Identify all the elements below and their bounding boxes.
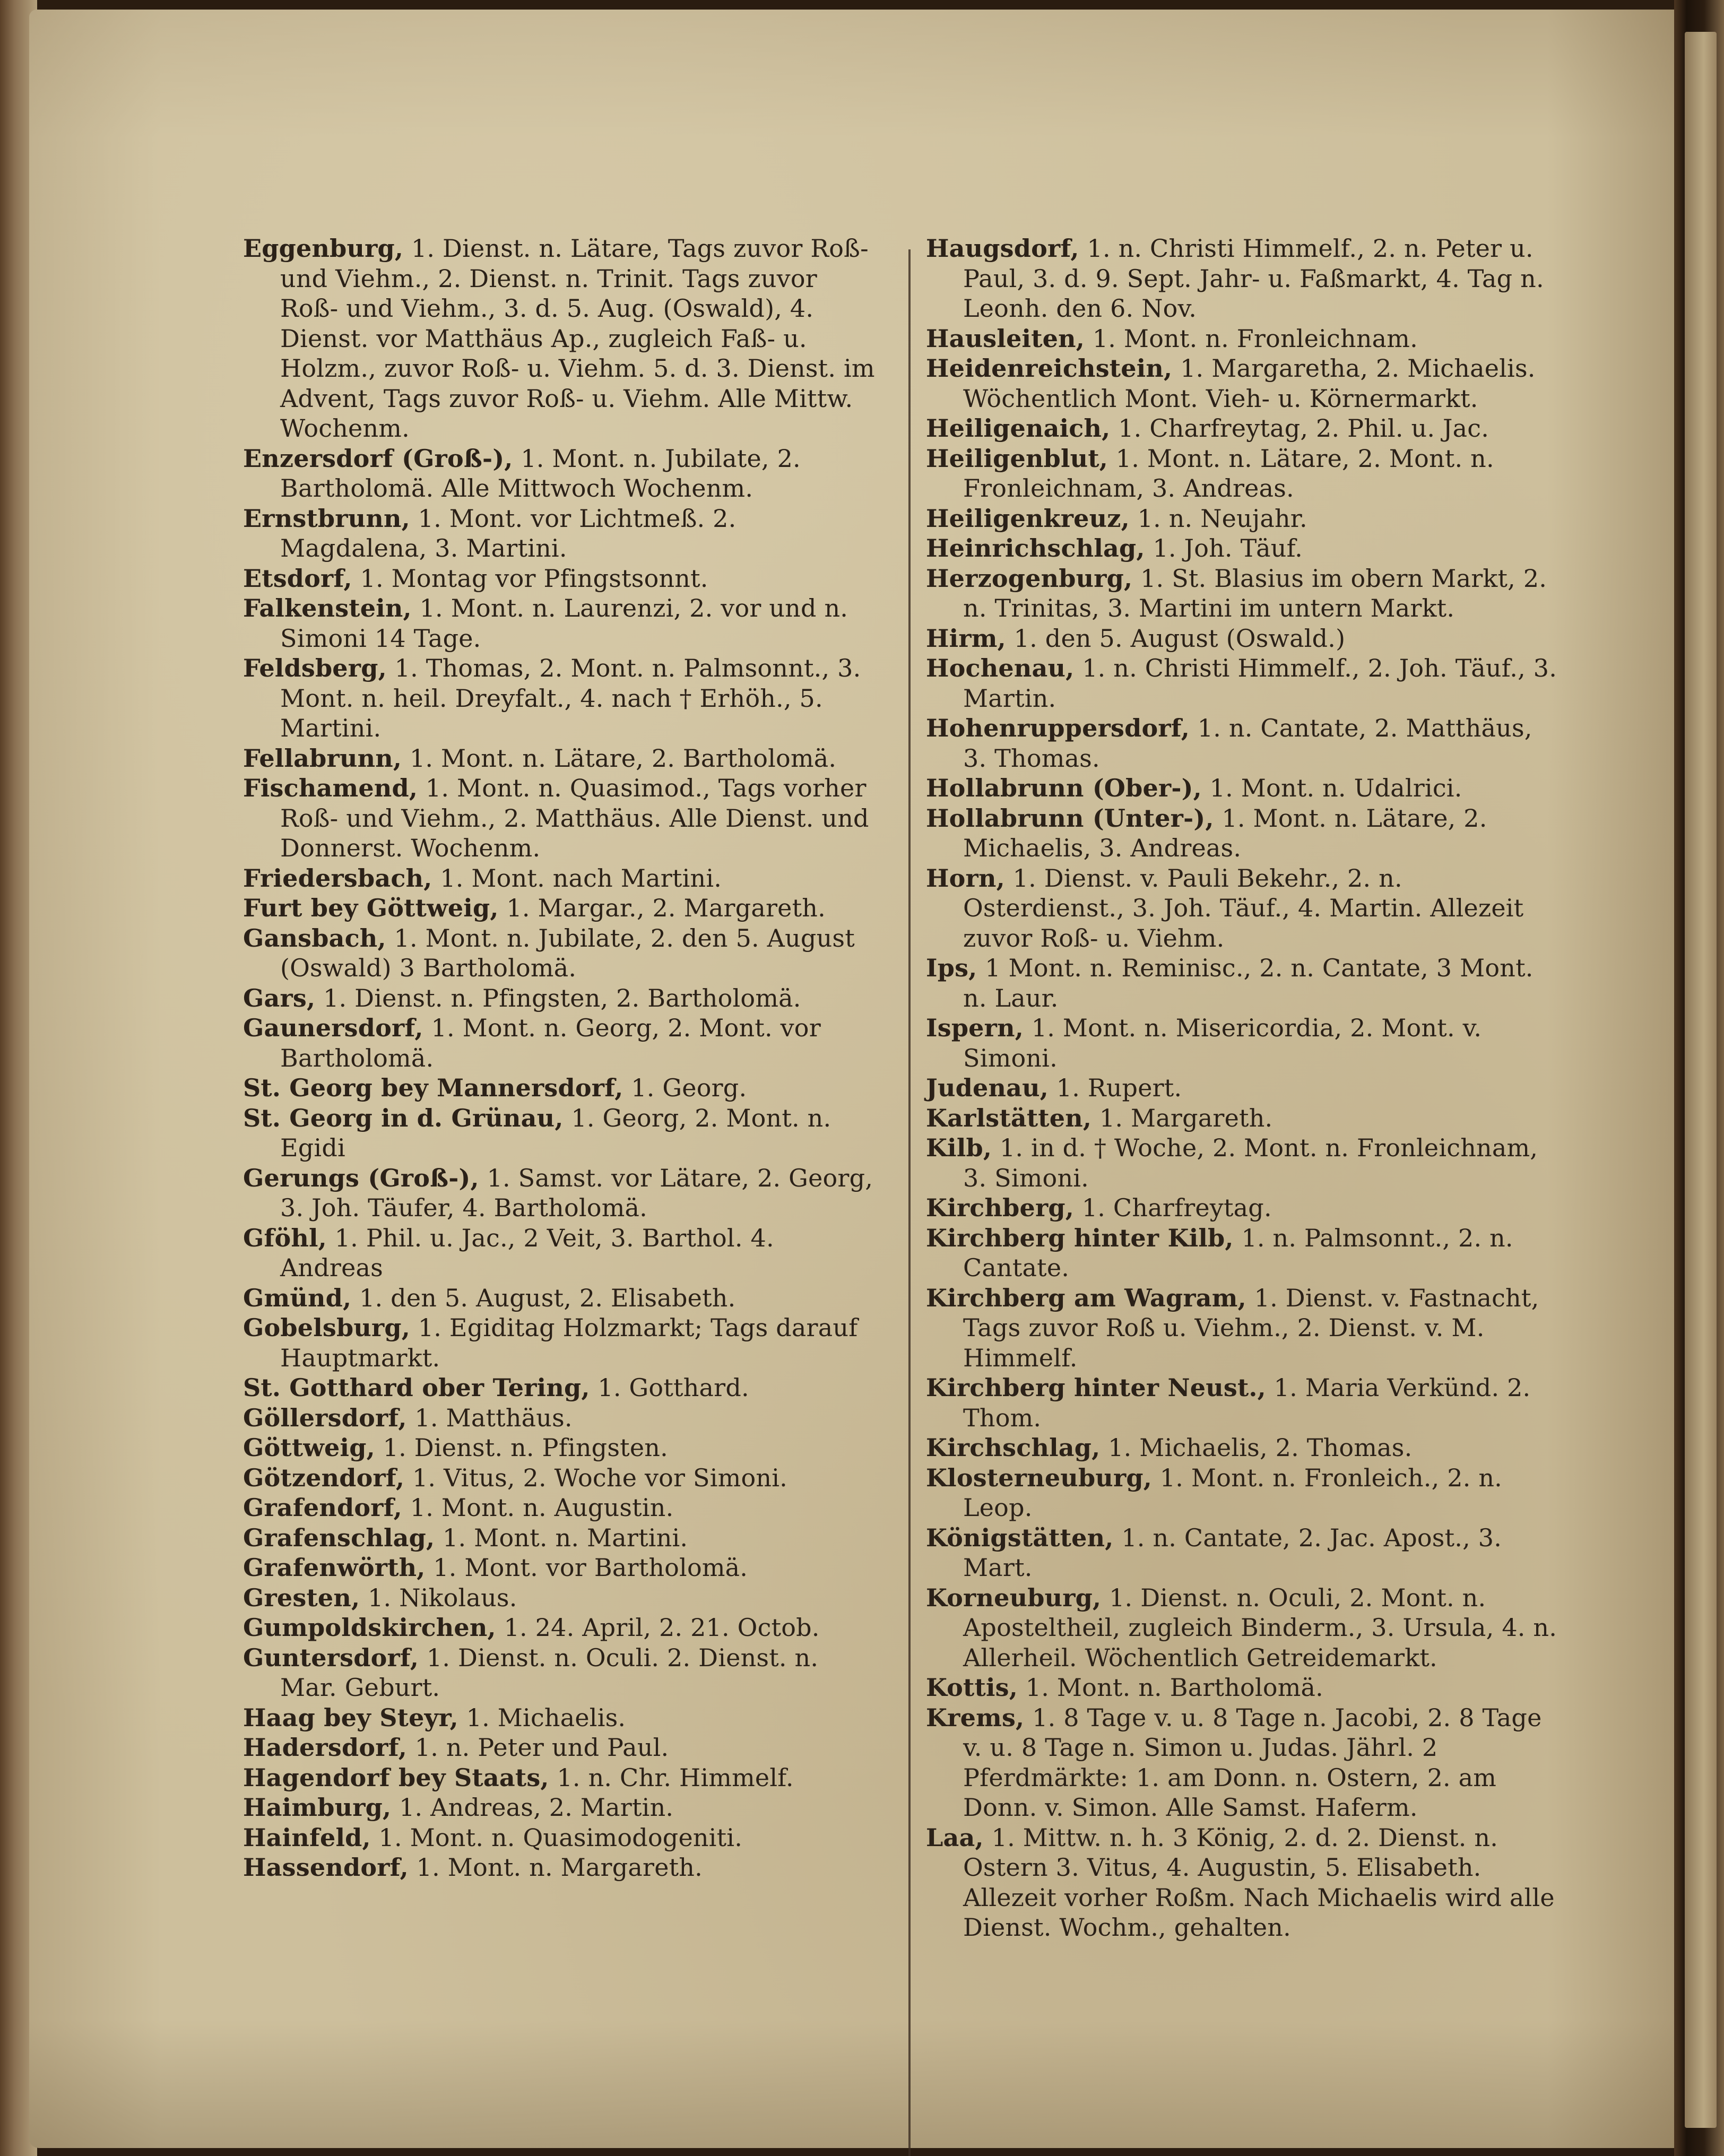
market-entry [926,413,1563,444]
place-name: Hadersdorf, [243,1733,407,1762]
place-name: Horn, [926,863,1005,893]
place-name: Klosterneuburg, [926,1463,1152,1492]
place-name: St. Georg bey Mannersdorf, [243,1073,623,1102]
market-dates: 1. in d. † Woche, 2. Mont. n. Fronleichnam, 3. Simoni. [963,1133,1538,1192]
market-entry [243,1553,877,1583]
place-name: Gumpoldskirchen, [243,1613,496,1642]
place-name: Herzogenburg, [926,564,1133,593]
market-entry [243,743,877,774]
market-dates: 1. Mont. n. Udalrici. [1201,774,1462,802]
market-entry [926,1583,1563,1673]
market-dates: 1. Mont. n. Quasimodogeniti. [370,1823,743,1852]
place-name: Guntersdorf, [243,1643,419,1672]
place-name: Kirchberg, [926,1193,1074,1222]
place-name: Krems, [926,1703,1025,1732]
market-entry [243,1163,877,1223]
market-entry [926,533,1563,564]
market-entry [243,893,877,923]
place-name: Fischamend, [243,774,418,802]
market-dates: 1. n. Christi Himmelf., 2. n. Peter u. Paul, 3. d. 9. Sept. Jahr- u. Faßmarkt, 4. Tag n. Leonh. den 6. Nov. [963,234,1544,323]
market-dates: 1. Mont. n. Fronleich., 2. n. Leop. [963,1463,1503,1522]
market-dates: 1. Dienst. n. Oculi, 2. Mont. n. Aposteltheil, zugleich Binderm., 3. Ursula, 4. n. Allerheil. Wöchentlich Getreidemarkt. [963,1583,1557,1672]
place-name: Eggenburg, [243,234,404,263]
place-name: Heiligenaich, [926,414,1111,443]
market-entry [243,1223,877,1283]
place-name: Gföhl, [243,1223,327,1252]
market-entry [243,1433,877,1463]
market-entry [926,1283,1563,1373]
market-entry [243,1463,877,1493]
place-name: Kirchberg hinter Kilb, [926,1223,1234,1252]
left-column [243,233,877,1883]
market-entry [243,983,877,1014]
market-dates: 1. n. Christi Himmelf., 2. Joh. Täuf., 3. Martin. [963,654,1557,713]
market-entry [243,564,877,594]
market-entry [926,1433,1563,1463]
place-name: Karlstätten, [926,1103,1092,1132]
market-dates: 1. Vitus, 2. Woche vor Simoni. [404,1463,787,1492]
market-entry [243,444,877,504]
market-dates: 1. Thomas, 2. Mont. n. Palmsonnt., 3. Mont. n. heil. Dreyfalt., 4. nach † Erhöh., 5. Martini. [280,654,861,742]
market-entry [243,1403,877,1433]
market-entry [926,803,1563,863]
place-name: Laa, [926,1823,984,1852]
place-name: Ispern, [926,1014,1024,1042]
market-dates: 1. n. Cantate, 2. Matthäus, 3. Thomas. [963,714,1532,773]
place-name: Etsdorf, [243,564,352,593]
market-dates: 1. Dienst. n. Lätare, Tags zuvor Roß- und Viehm., 2. Dienst. n. Trinit. Tags zuvor Roß- und Viehm., 3. d. 5. Aug. (Oswald), 4. Dienst. vor Matthäus Ap., zugleich Faß- u. Holzm., zuvor Roß- u. Viehm. 5. d. 3. Dienst. im Advent, Tags zuvor Roß- u. Viehm. Alle Mittw. Wochenm. [280,234,875,443]
market-entry [243,1733,877,1763]
market-dates: 1. Mont. n. Bartholomä. [1017,1673,1323,1702]
market-entry [243,1852,877,1883]
market-entry [926,863,1563,954]
market-entry [926,504,1563,534]
market-dates: 1. Charfreytag. [1074,1193,1272,1222]
market-entry [926,1223,1563,1283]
place-name: Judenau, [926,1073,1049,1102]
market-dates: 1. Mont. n. Misericordia, 2. Mont. v. Simoni. [963,1014,1482,1072]
market-dates: 1. Mont. n. Martini. [435,1523,688,1552]
place-name: Haag bey Steyr, [243,1703,458,1732]
market-dates: 1. Matthäus. [406,1403,573,1432]
place-name: Falkenstein, [243,594,412,622]
market-entry [243,1373,877,1403]
place-name: Gerungs (Groß-), [243,1163,479,1192]
market-dates: 1. den 5. August (Oswald.) [1006,624,1346,653]
place-name: Enzersdorf (Groß-), [243,444,513,473]
market-entry [926,1013,1563,1073]
place-name: Königstätten, [926,1523,1114,1552]
market-entry [243,1283,877,1313]
place-name: Feldsberg, [243,654,387,682]
market-dates: 1. Mont. n. Lätare, 2. Bartholomä. [402,743,837,773]
market-dates: 1. Mont. n. Quasimod., Tags vorher Roß- und Viehm., 2. Matthäus. Alle Dienst. und Donnerst. Wochenm. [280,774,869,862]
market-dates: 1. n. Peter und Paul. [406,1733,669,1762]
market-entry [926,1133,1563,1193]
market-dates: 1. Dienst. n. Oculi. 2. Dienst. n. Mar. Geburt. [280,1643,819,1702]
place-name: Hagendorf bey Staats, [243,1763,549,1792]
place-name: Hassendorf, [243,1853,409,1882]
market-dates: 1. Dienst. v. Pauli Bekehr., 2. n. Osterdienst., 3. Joh. Täuf., 4. Martin. Allezeit zuvor Roß- u. Viehm. [963,863,1524,953]
place-name: Hainfeld, [243,1823,371,1852]
market-dates: 1. n. Palmsonnt., 2. n. Cantate. [963,1223,1513,1282]
market-entry [243,1103,877,1163]
place-name: Kottis, [926,1673,1018,1702]
market-entry [243,1643,877,1703]
place-name: Grafenschlag, [243,1523,435,1552]
place-name: Hohenruppersdorf, [926,714,1190,742]
market-entry [243,773,877,863]
market-entry [926,1373,1563,1433]
market-dates: 1. Phil. u. Jac., 2 Veit, 3. Barthol. 4. Andreas [280,1223,774,1282]
market-dates: 1. Margareth. [1091,1103,1273,1132]
market-entry [926,1823,1563,1943]
market-entry [926,713,1563,773]
place-name: Heinrichschlag, [926,534,1145,562]
market-entry [243,653,877,743]
place-name: Gars, [243,983,316,1012]
market-dates: 1. Mont. n. Lätare, 2. Michaelis, 3. Andreas. [963,803,1487,862]
market-entry [243,1523,877,1553]
market-entry [243,504,877,564]
market-dates: 1. Mont. n. Margareth. [408,1853,703,1882]
market-dates: 1. Mont. n. Jubilate, 2. den 5. August (Oswald) 3 Bartholomä. [280,923,855,982]
market-dates: 1. n. Chr. Himmelf. [549,1763,794,1792]
place-name: Gansbach, [243,923,386,953]
market-entry [926,773,1563,803]
market-entry [243,1493,877,1523]
market-entry [243,1613,877,1643]
market-dates: 1. Mont. n. Augustin. [402,1493,674,1522]
place-name: Haimburg, [243,1793,392,1822]
market-entry [926,1103,1563,1133]
place-name: Kirchberg hinter Neust., [926,1373,1266,1402]
place-name: Heidenreichstein, [926,354,1173,383]
place-name: Gresten, [243,1583,360,1612]
market-entry [243,1073,877,1103]
place-name: St. Georg in d. Grünau, [243,1103,564,1132]
market-entry [926,324,1563,354]
next-page-edge [1685,32,1717,2128]
market-entry [243,863,877,894]
place-name: Hollabrunn (Ober-), [926,774,1202,802]
market-dates: 1. Egiditag Holzmarkt; Tags darauf Hauptmarkt. [280,1313,858,1372]
place-name: Furt bey Göttweig, [243,894,499,922]
market-dates: 1. Dienst. n. Pfingsten. [375,1433,668,1462]
market-entry [926,564,1563,624]
market-entry [926,353,1563,413]
market-dates: 1. Mont. vor Lichtmeß. 2. Magdalena, 3. Martini. [280,504,737,562]
place-name: Grafendorf, [243,1493,402,1522]
market-dates: 1. Mont. n. Lätare, 2. Mont. n. Fronleichnam, 3. Andreas. [963,444,1494,503]
market-dates: 1. Mittw. n. h. 3 König, 2. d. 2. Dienst. n. Ostern 3. Vitus, 4. Augustin, 5. Elisabeth. Allezeit vorher Roßm. Nach Michaelis wird alle Dienst. Wochm., gehalten. [963,1823,1555,1942]
market-dates: 1. Dienst. v. Fastnacht, Tags zuvor Roß u. Viehm., 2. Dienst. v. M. Himmelf. [963,1283,1539,1372]
market-dates: 1. Mont. nach Martini. [432,863,722,893]
market-dates: 1. den 5. August, 2. Elisabeth. [351,1283,736,1312]
market-dates: 1. Charfreytag, 2. Phil. u. Jac. [1110,414,1489,443]
place-name: Heiligenblut, [926,444,1108,473]
place-name: Friedersbach, [243,863,432,893]
market-entry [243,593,877,653]
market-dates: 1. Maria Verkünd. 2. Thom. [963,1373,1531,1432]
market-entry [243,1763,877,1793]
market-entry [926,1523,1563,1583]
place-name: Hirm, [926,624,1006,653]
place-name: Hausleiten, [926,324,1085,353]
market-dates: 1. n. Neujahr. [1129,504,1307,533]
market-dates: 1. Mont. vor Bartholomä. [425,1553,748,1582]
market-dates: 1. Joh. Täuf. [1145,534,1303,562]
market-dates: 1. Margar., 2. Margareth. [498,894,826,922]
market-dates: 1. Mont. n. Laurenzi, 2. vor und n. Simoni 14 Tage. [280,594,848,653]
place-name: Kirchberg am Wagram, [926,1283,1246,1312]
place-name: Hollabrunn (Unter-), [926,803,1214,833]
market-dates: 1. Dienst. n. Pfingsten, 2. Bartholomä. [315,983,801,1012]
market-entry [926,1463,1563,1523]
right-column [926,233,1563,1943]
place-name: Göllersdorf, [243,1403,407,1432]
place-name: Korneuburg, [926,1583,1102,1612]
place-name: Heiligenkreuz, [926,504,1130,533]
market-entry [926,953,1563,1013]
market-entry [243,1313,877,1373]
place-name: Götzendorf, [243,1463,405,1492]
market-dates: 1. Michaelis, 2. Thomas. [1100,1433,1413,1462]
place-name: Gobelsburg, [243,1313,410,1342]
market-entry [926,1073,1563,1103]
place-name: St. Gotthard ober Tering, [243,1373,590,1402]
market-dates: 1. Georg. [623,1073,747,1102]
market-dates: 1 Mont. n. Reminisc., 2. n. Cantate, 3 Mont. n. Laur. [963,954,1534,1012]
market-entry [243,1823,877,1853]
market-entry [926,1673,1563,1703]
market-dates: 1. n. Cantate, 2. Jac. Apost., 3. Mart. [963,1523,1502,1582]
market-entry [243,923,877,983]
market-entry [243,233,877,444]
market-entry [243,1703,877,1733]
market-entry [243,1793,877,1823]
place-name: Ernstbrunn, [243,504,410,533]
market-entry [926,444,1563,504]
market-dates: 1. Mont. n. Jubilate, 2. Bartholomä. Alle Mittwoch Wochenm. [280,444,801,503]
place-name: Gmünd, [243,1283,352,1312]
market-dates: 1. Mont. n. Fronleichnam. [1085,324,1418,353]
market-dates: 1. Rupert. [1048,1073,1182,1102]
market-dates: 1. St. Blasius im obern Markt, 2. n. Trinitas, 3. Martini im untern Markt. [963,564,1547,622]
market-dates: 1. 24. April, 2. 21. Octob. [496,1613,820,1642]
column-divider [908,249,911,2156]
market-dates: 1. Michaelis. [458,1703,626,1732]
market-dates: 1. Georg, 2. Mont. n. Egidi [280,1103,831,1162]
market-entry [926,624,1563,654]
market-entry [243,1583,877,1613]
market-dates: 1. 8 Tage v. u. 8 Tage n. Jacobi, 2. 8 Tage v. u. 8 Tage n. Simon u. Judas. Jährl. 2 Pferdmärkte: 1. am Donn. n. Ostern, 2. am Donn. v. Simon. Alle Samst. Haferm. [963,1703,1542,1822]
market-dates: 1. Nikolaus. [360,1583,517,1612]
market-dates: 1. Montag vor Pfingstsonnt. [352,564,708,593]
place-name: Grafenwörth, [243,1553,426,1582]
market-entry [926,1193,1563,1223]
market-entry [926,1703,1563,1823]
place-name: Fellabrunn, [243,743,402,773]
market-dates: 1. Andreas, 2. Martin. [391,1793,674,1822]
place-name: Gaunersdorf, [243,1014,423,1042]
place-name: Ips, [926,954,977,982]
place-name: Göttweig, [243,1433,375,1462]
market-dates: 1. Samst. vor Lätare, 2. Georg, 3. Joh. Täufer, 4. Bartholomä. [280,1163,873,1222]
market-entry [926,233,1563,324]
market-entry [243,1013,877,1073]
market-dates: 1. Gotthard. [590,1373,749,1402]
market-dates: 1. Mont. n. Georg, 2. Mont. vor Bartholomä. [280,1014,821,1072]
place-name: Haugsdorf, [926,234,1079,263]
place-name: Kirchschlag, [926,1433,1101,1462]
place-name: Kilb, [926,1133,992,1162]
place-name: Hochenau, [926,654,1075,682]
market-entry [926,653,1563,713]
market-dates: 1. Margaretha, 2. Michaelis. Wöchentlich Mont. Vieh- u. Körnermarkt. [963,354,1536,413]
